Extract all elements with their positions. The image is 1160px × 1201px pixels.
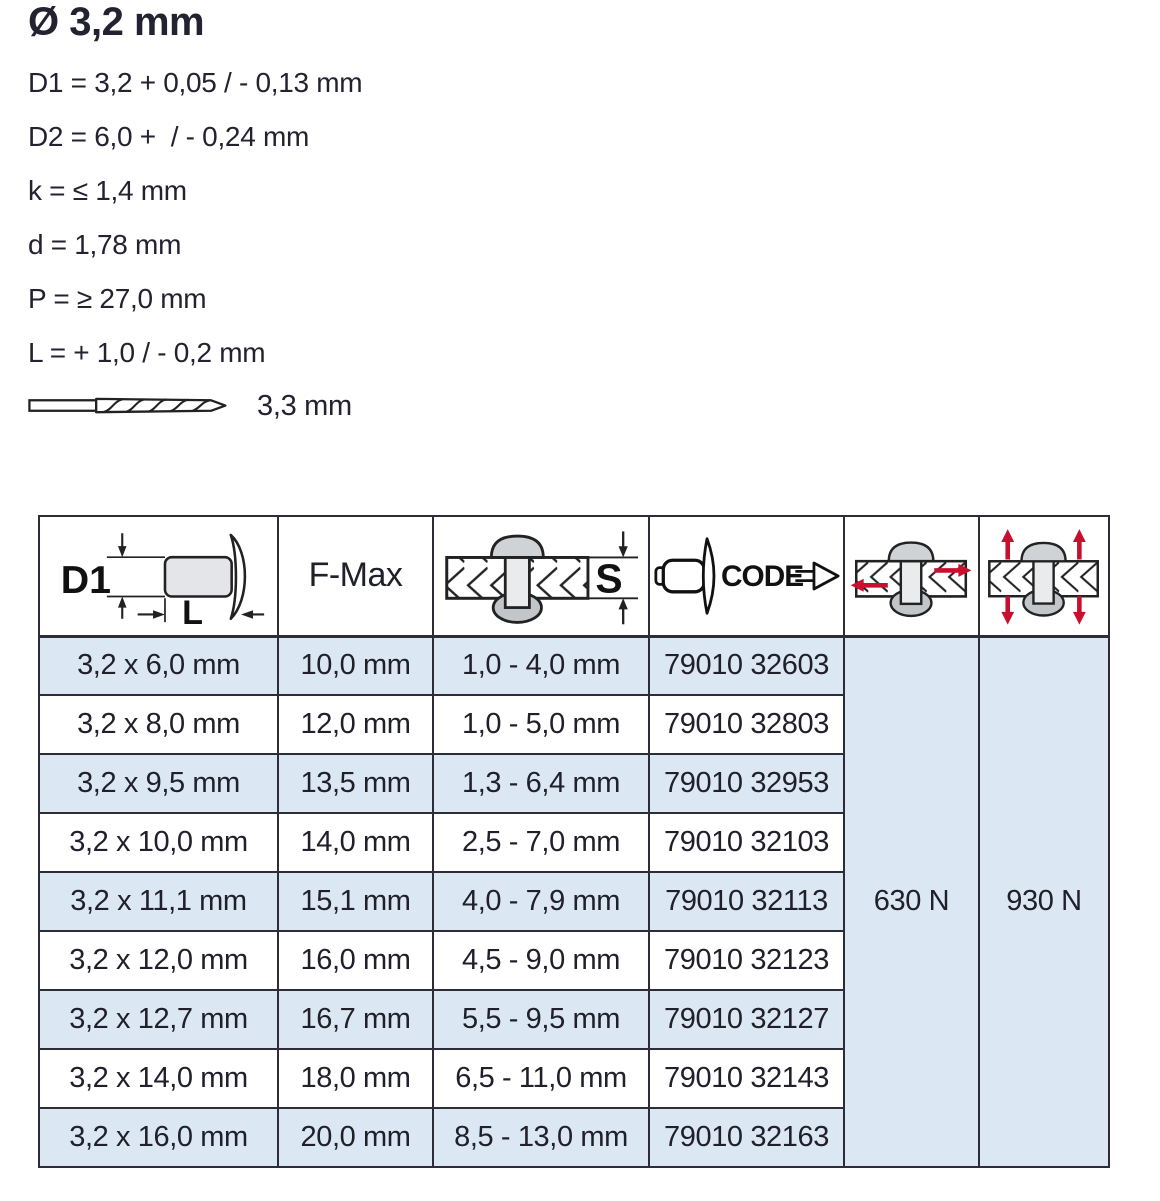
size-cell: 3,2 x 12,0 mm xyxy=(39,931,278,990)
size-cell: 3,2 x 11,1 mm xyxy=(39,872,278,931)
grip-range-label: S xyxy=(595,555,623,602)
fmax-cell: 15,1 mm xyxy=(278,872,433,931)
code-label: CODE xyxy=(720,559,803,593)
code-cell: 79010 32803 xyxy=(649,695,844,754)
table-row xyxy=(39,636,1109,695)
code-cell: 79010 32103 xyxy=(649,813,844,872)
drill-bit-icon xyxy=(28,393,233,419)
drill-size-row xyxy=(28,388,352,424)
spec-line-k: k = ≤ 1,4 mm xyxy=(28,175,187,206)
rivet-grip-range-icon xyxy=(434,524,648,628)
header-dimension-cell xyxy=(39,516,278,636)
code-cell: 79010 32127 xyxy=(649,990,844,1049)
tensile-strength-cell: 930 N xyxy=(979,636,1109,1167)
header-code-cell xyxy=(649,516,844,636)
grip-cell: 4,5 - 9,0 mm xyxy=(433,931,649,990)
code-cell: 79010 32113 xyxy=(649,872,844,931)
drill-size-label: 3,3 mm xyxy=(257,389,352,422)
code-cell: 79010 32953 xyxy=(649,754,844,813)
fmax-cell: 18,0 mm xyxy=(278,1049,433,1108)
grip-cell: 1,0 - 5,0 mm xyxy=(433,695,649,754)
header-shear-cell xyxy=(844,516,979,636)
grip-cell: 2,5 - 7,0 mm xyxy=(433,813,649,872)
spec-list xyxy=(28,56,362,380)
header-fmax-cell xyxy=(278,516,433,636)
fmax-cell: 14,0 mm xyxy=(278,813,433,872)
rivet-spec-table xyxy=(38,515,1110,1168)
grip-cell: 1,0 - 4,0 mm xyxy=(433,636,649,695)
spec-line-d: d = 1,78 mm xyxy=(28,229,182,260)
fmax-cell: 20,0 mm xyxy=(278,1108,433,1167)
table-header-row xyxy=(39,516,1109,636)
size-cell: 3,2 x 16,0 mm xyxy=(39,1108,278,1167)
header-grip-cell xyxy=(433,516,649,636)
code-cell: 79010 32123 xyxy=(649,931,844,990)
size-cell: 3,2 x 12,7 mm xyxy=(39,990,278,1049)
size-cell: 3,2 x 9,5 mm xyxy=(39,754,278,813)
fmax-cell: 13,5 mm xyxy=(278,754,433,813)
fmax-header-label: F-Max xyxy=(308,556,403,595)
spec-line-d1: D1 = 3,2 + 0,05 / - 0,13 mm xyxy=(28,67,363,98)
shear-strength-cell: 630 N xyxy=(844,636,979,1167)
rivet-code-icon xyxy=(650,532,843,620)
spec-line-d2: D2 = 6,0 + / - 0,24 mm xyxy=(28,121,310,152)
fmax-cell: 10,0 mm xyxy=(278,636,433,695)
spec-line-p: P = ≥ 27,0 mm xyxy=(28,283,207,314)
spec-line-l: L = + 1,0 / - 0,2 mm xyxy=(28,337,266,368)
size-cell: 3,2 x 6,0 mm xyxy=(39,636,278,695)
page-title: Ø 3,2 mm xyxy=(28,0,205,44)
d1-dimension-label: D1 xyxy=(60,557,111,602)
size-cell: 3,2 x 8,0 mm xyxy=(39,695,278,754)
grip-cell: 6,5 - 11,0 mm xyxy=(433,1049,649,1108)
tensile-load-icon xyxy=(980,524,1108,628)
grip-cell: 4,0 - 7,9 mm xyxy=(433,872,649,931)
fmax-cell: 16,0 mm xyxy=(278,931,433,990)
header-tensile-cell xyxy=(979,516,1109,636)
l-dimension-label: L xyxy=(181,593,203,629)
grip-cell: 8,5 - 13,0 mm xyxy=(433,1108,649,1167)
grip-cell: 5,5 - 9,5 mm xyxy=(433,990,649,1049)
code-cell: 79010 32603 xyxy=(649,636,844,695)
shear-load-icon xyxy=(845,524,978,628)
code-cell: 79010 32143 xyxy=(649,1049,844,1108)
grip-cell: 1,3 - 6,4 mm xyxy=(433,754,649,813)
fmax-cell: 16,7 mm xyxy=(278,990,433,1049)
size-cell: 3,2 x 10,0 mm xyxy=(39,813,278,872)
code-cell: 79010 32163 xyxy=(649,1108,844,1167)
fmax-cell: 12,0 mm xyxy=(278,695,433,754)
size-cell: 3,2 x 14,0 mm xyxy=(39,1049,278,1108)
rivet-dimension-icon xyxy=(40,523,277,629)
